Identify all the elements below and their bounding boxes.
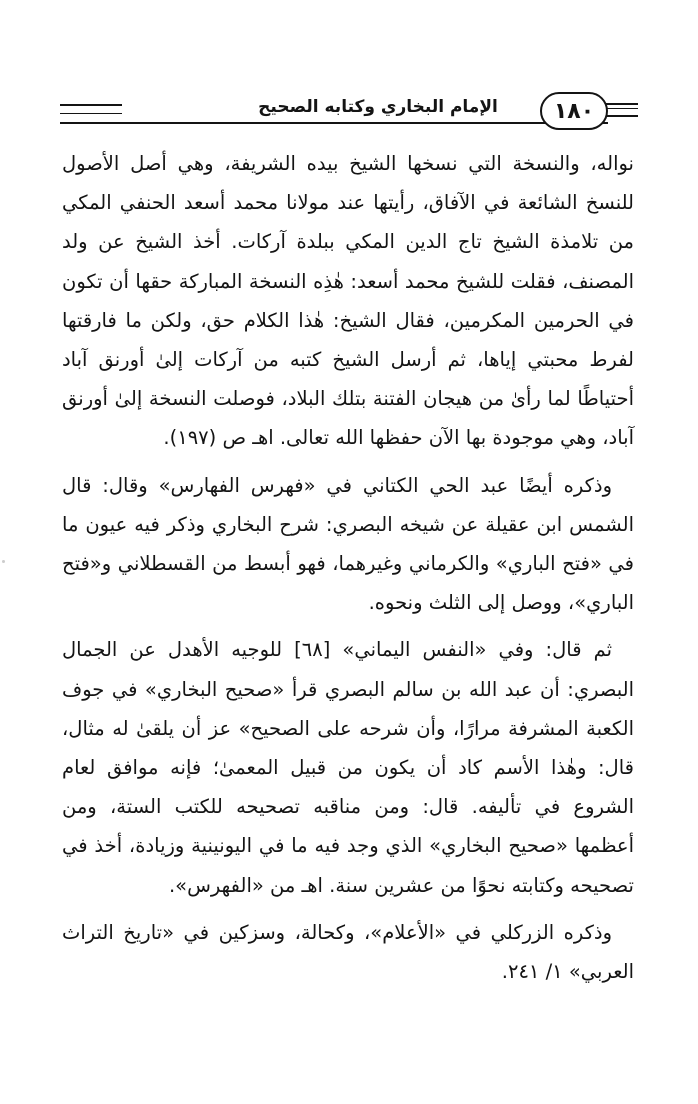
page-number: ١٨٠ xyxy=(540,92,608,130)
paragraph-2: وذكره أيضًا عبد الحي الكتاني في «فهرس الفهارس» وقال: قال الشمس ابن عقيلة عن شيخه البصري: شرح البخاري وذكر فيه عيون ما في «فتح الباري» والكرماني وغيرهما، فهو أبسط من القسطلاني و«فتح الباري»، ووصل إلى الثلث ونحوه. xyxy=(62,473,634,615)
running-title: الإمام البخاري وكتابه الصحيح xyxy=(258,97,498,117)
paragraph-3: ثم قال: وفي «النفس اليماني» [٦٨] للوجيه الأهدل عن الجمال البصري: أن عبد الله بن سالم البصري قرأ «صحيح البخاري» في جوف الكعبة المشرفة مرارًا، وأن شرحه على الصحيح» عز أن يلقىٰ له مثال، قال: وهٰذا الأسم كاد أن يكون من قبيل المعمىٰ؛ فإنه موافق لعام الشروع في تأليفه. قال: ومن مناقبه تصحيحه للكتب الستة، ومن أعظمها «صحيح البخاري» الذي وجد فيه ما في اليونينية وزيادة، أخذ في تصحيحه وكتابته نحوًا من عشرين سنة. اهـ من «الفهرس». xyxy=(62,638,634,897)
scan-speck xyxy=(2,560,5,563)
page-header xyxy=(60,92,638,136)
header-rule xyxy=(60,122,608,124)
header-ornament-right xyxy=(604,103,638,117)
paragraph-4: وذكره الزركلي في «الأعلام»، وكحالة، وسزكين في «تاريخ التراث العربي» ١/ ٢٤١. xyxy=(62,920,634,984)
header-ornament-left xyxy=(60,104,122,114)
paragraph-1: نواله، والنسخة التي نسخها الشيخ بيده الشريفة، وهي أصل الأصول للنسخ الشائعة في الآفاق، رأيتها عند مولانا محمد أسعد الحنفي المكي من تلامذة الشيخ تاج الدين المكي ببلدة آركات. أخذ الشيخ عن ولد المصنف، فقلت للشيخ محمد أسعد: هٰذِه النسخة المباركة حقها أن تكون في الحرمين المكرمين، فقال الشيخ: هٰذا الكلام حق، ولكن ما فارقتها لفرط محبتي إياها، ثم أرسل الشيخ كتبه من آركات إلىٰ أورنق آباد أحتياطًا لما رأىٰ من هيجان الفتنة بتلك البلاد، فوصلت النسخة إلىٰ أورنق آباد، وهي موجودة بها الآن حفظها الله تعالى. اهـ ص (١٩٧). xyxy=(62,152,634,450)
page-body xyxy=(62,144,634,991)
